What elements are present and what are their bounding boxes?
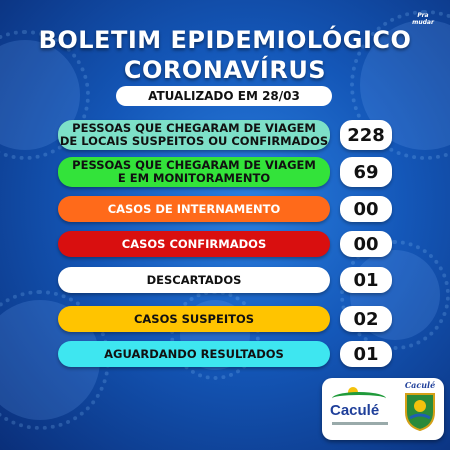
- row-label-line-1: CASOS SUSPEITOS: [133, 311, 255, 326]
- row-label-line-1: CASOS DE INTERNAMENTO: [107, 201, 281, 216]
- row-label-line-1: PESSOAS QUE CHEGARAM DE VIAGEM: [72, 121, 316, 135]
- row-value: 228: [340, 120, 392, 150]
- updated-date-badge: ATUALIZADO EM 28/03: [116, 86, 332, 106]
- row-label: [58, 306, 330, 332]
- row-value: 01: [340, 341, 392, 367]
- row-label: [58, 120, 330, 150]
- row-value: 00: [340, 231, 392, 257]
- row-label-line-1: PESSOAS QUE CHEGARAM DE VIAGEM: [72, 158, 316, 172]
- row-label-line-1: AGUARDANDO RESULTADOS: [104, 346, 284, 361]
- row-label-line-2: E EM MONITORAMENTO: [117, 171, 271, 185]
- title-line-1: BOLETIM EPIDEMIOLÓGICO: [38, 26, 412, 54]
- city-crest-icon: [402, 390, 438, 432]
- row-label: [58, 196, 330, 222]
- city-logo-text: Caculé: [330, 402, 380, 419]
- row-label: [58, 267, 330, 293]
- row-label: [58, 157, 330, 187]
- row-value: 00: [340, 196, 392, 222]
- corner-brand-mark: Pra mudar: [412, 12, 434, 26]
- row-value: 01: [340, 267, 392, 293]
- row-label-line-1: DESCARTADOS: [146, 272, 242, 287]
- row-label: [58, 231, 330, 257]
- row-label-line-2: DE LOCAIS SUSPEITOS OU CONFIRMADOS: [59, 134, 329, 148]
- logo-underline: [332, 422, 388, 425]
- crest-label: Caculé: [404, 380, 436, 390]
- row-label: [58, 341, 330, 367]
- row-label-line-1: CASOS CONFIRMADOS: [121, 236, 267, 251]
- row-value: 69: [340, 157, 392, 187]
- row-value: 02: [340, 306, 392, 332]
- municipal-logo-box: [322, 378, 444, 440]
- title-line-2: CORONAVÍRUS: [123, 56, 327, 84]
